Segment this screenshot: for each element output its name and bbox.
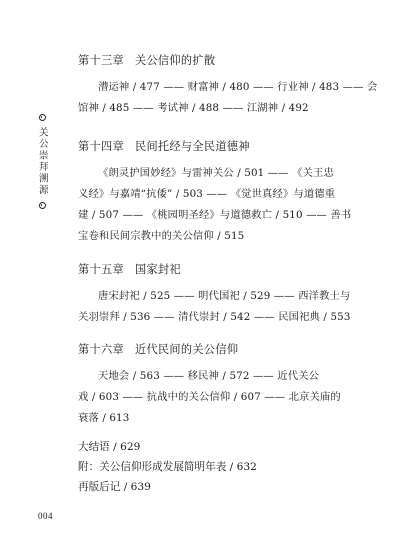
chapter-number: 第十六章 (78, 343, 124, 356)
section-line: 宝卷和民间宗教中的关公信仰 / 515 (78, 230, 245, 242)
running-head-title: 关公崇拜溯源 (36, 127, 48, 196)
chapter-title: 近代民间的关公信仰 (134, 343, 239, 356)
chapter-sections (78, 366, 342, 429)
end-matter-item: 大结语 / 629 (78, 441, 141, 453)
section-line: 《朗灵护国妙经》与雷神关公 / 501 —— 《关王忠 (98, 167, 334, 179)
section-line: 关羽崇拜 / 536 —— 清代崇封 / 542 —— 民国祀典 / 553 (78, 311, 351, 323)
chapter-sections (78, 163, 352, 247)
chapter-heading (78, 54, 342, 68)
section-line: 漕运神 / 477 —— 财富神 / 480 —— 行业神 / 483 —— 会 (98, 81, 378, 93)
chapter-sections (78, 77, 378, 119)
end-matter (78, 437, 257, 497)
chapter-title: 民间托经与全民道德神 (134, 140, 250, 153)
section-line: 唐宋封祀 / 525 —— 明代国祀 / 529 —— 西洋教士与 (98, 290, 351, 302)
end-matter-item: 附：关公信仰形成发展简明年表 / 632 (78, 461, 257, 473)
ornament-circle-bottom (39, 202, 46, 209)
section-line: 建 / 507 —— 《桃园明圣经》与道德救亡 / 510 —— 善书 (78, 209, 352, 221)
section-line: 衰落 / 613 (78, 412, 130, 424)
page-number: 004 (38, 511, 53, 521)
chapter-heading (78, 263, 342, 277)
section-line: 义经》与嘉靖“抗倭” / 503 —— 《觉世真经》与道德重 (78, 188, 336, 200)
section-line: 戏 / 603 —— 抗战中的关公信仰 / 607 —— 北京关庙的 (78, 391, 341, 403)
section-line: 天地会 / 563 —— 移民神 / 572 —— 近代关公 (98, 370, 320, 382)
chapter-title: 关公信仰的扩散 (134, 54, 216, 67)
chapter-number: 第十五章 (78, 263, 124, 276)
chapter-number: 第十四章 (78, 140, 124, 153)
chapter-16 (78, 343, 342, 429)
chapter-heading (78, 140, 342, 154)
section-line: 馆神 / 485 —— 考试神 / 488 —— 江湖神 / 492 (78, 102, 309, 114)
chapter-title: 国家封祀 (134, 263, 181, 276)
ornament-circle-top (39, 114, 46, 121)
chapter-15 (78, 263, 351, 328)
chapter-13 (78, 54, 378, 119)
end-matter-item: 再版后记 / 639 (78, 481, 151, 493)
running-head (31, 112, 53, 211)
chapter-heading (78, 343, 342, 357)
chapter-sections (78, 286, 351, 328)
chapter-14 (78, 140, 352, 247)
chapter-number: 第十三章 (78, 54, 124, 67)
